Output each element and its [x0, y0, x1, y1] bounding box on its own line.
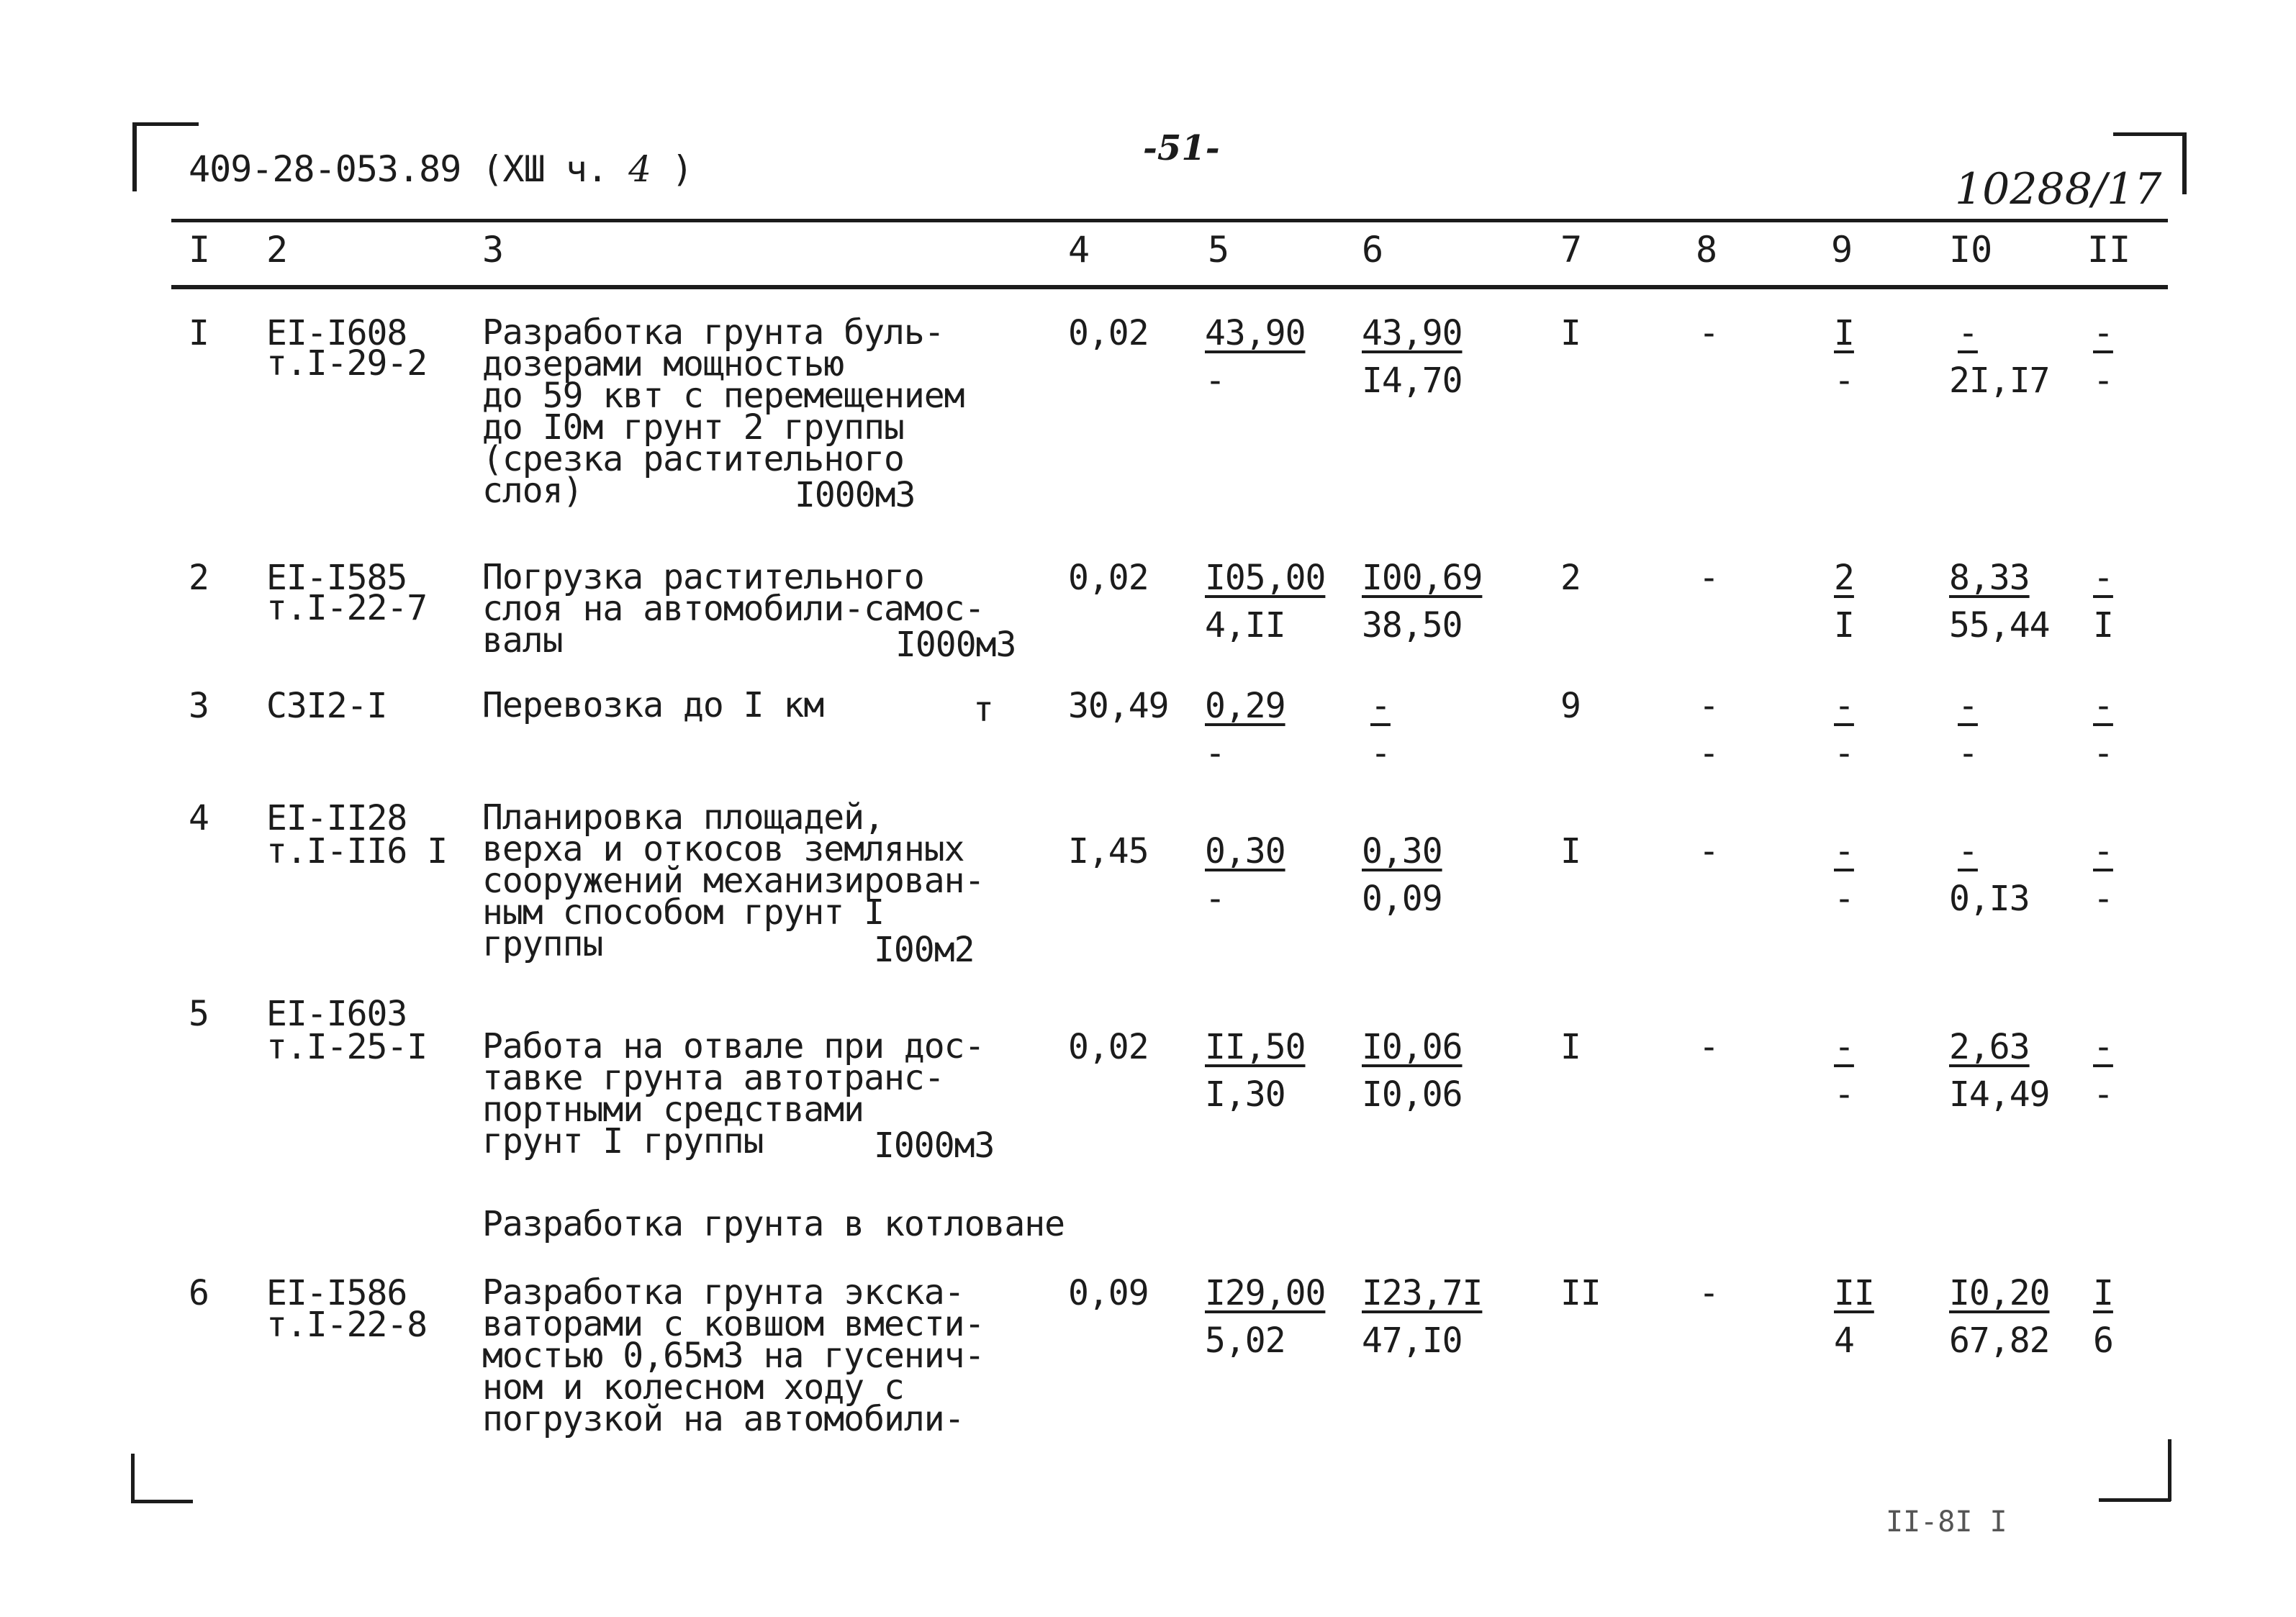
desc-line: верха и откосов земляных: [482, 829, 964, 869]
desc-line: слоя): [482, 471, 583, 511]
c10-bottom: 2I,I7: [1949, 361, 2050, 401]
c11-top: -: [2093, 313, 2113, 353]
row-quantity: 0,02: [1068, 1027, 1149, 1067]
c6-bottom: 47,I0: [1362, 1321, 1463, 1361]
corner-bottom-right-v: [2168, 1439, 2171, 1501]
row-quantity: 0,09: [1068, 1273, 1149, 1313]
c6-top: I23,7I: [1362, 1273, 1483, 1313]
c9-top: I: [1834, 313, 1854, 353]
c9-bottom: -: [1834, 361, 1854, 401]
row-quantity: 30,49: [1068, 686, 1169, 726]
col-header-11: II: [2087, 229, 2131, 271]
c10-bottom: I4,49: [1949, 1074, 2050, 1115]
row-unit: т: [973, 689, 993, 730]
c7: II: [1560, 1273, 1601, 1313]
row-quantity: I,45: [1068, 831, 1149, 871]
c6-bottom: 38,50: [1362, 605, 1463, 646]
row-code: EI-II28: [266, 798, 407, 838]
c8: -: [1699, 831, 1719, 871]
col-header-9: 9: [1831, 229, 1853, 271]
c7: 2: [1560, 558, 1581, 598]
doc-code: [189, 148, 693, 190]
c9-top: -: [1834, 831, 1854, 871]
c9-bottom: -: [1834, 879, 1854, 919]
row-number: 2: [189, 558, 209, 598]
c9-bottom: I: [1834, 605, 1854, 646]
c6-top: I00,69: [1362, 558, 1483, 598]
c5-top: II,50: [1205, 1027, 1306, 1067]
desc-line: слоя на автомобили-самос-: [482, 589, 985, 629]
c8: -: [1699, 1027, 1719, 1067]
corner-top-right-v: [2182, 132, 2187, 194]
corner-top-left-v: [132, 122, 137, 191]
col-header-8: 8: [1696, 229, 1718, 271]
c10-top: 2,63: [1949, 1027, 2030, 1067]
row-code: C3I2-I: [266, 686, 387, 726]
section-heading: Разработка грунта в котловане: [482, 1204, 1065, 1244]
desc-line: сооружений механизирован-: [482, 861, 985, 901]
c5-bottom: 4,II: [1205, 605, 1285, 646]
desc-line: Разработка грунта буль-: [482, 312, 944, 353]
c9-top: II: [1834, 1273, 1874, 1313]
row-code-table: т.I-29-2: [266, 343, 428, 384]
c8: -: [1699, 1273, 1719, 1313]
col-header-6: 6: [1362, 229, 1384, 271]
row-code-table: т.I-22-8: [266, 1305, 428, 1345]
desc-line: ным способом грунт I: [482, 892, 884, 933]
desc-line: (срезка растительного: [482, 439, 904, 479]
row-number: 5: [189, 994, 209, 1034]
c10-bottom: 0,I3: [1949, 879, 2030, 919]
c9-bottom: -: [1834, 1074, 1854, 1115]
desc-line: портными средствами: [482, 1090, 864, 1130]
desc-line: Работа на отвале при дос-: [482, 1026, 985, 1066]
row-unit: I000м3: [874, 1125, 995, 1166]
c5-bottom: -: [1205, 361, 1225, 401]
row-number: I: [189, 313, 209, 353]
row-quantity: 0,02: [1068, 313, 1149, 353]
c10-bottom: 67,82: [1949, 1321, 2050, 1361]
c10-top: 8,33: [1949, 558, 2030, 598]
desc-line: Перевозка до I км: [482, 685, 824, 725]
c6-bottom: I4,70: [1362, 361, 1463, 401]
c11-top: -: [2093, 831, 2113, 871]
row-unit: I00м2: [874, 930, 975, 970]
c11-top: -: [2093, 558, 2113, 598]
c10-bottom: -: [1958, 733, 1978, 774]
row-description: [482, 1272, 985, 1439]
doc-code-text: 409-28-053.89 (XШ ч.: [189, 148, 608, 190]
row-unit: I000м3: [895, 625, 1016, 665]
col-header-3: 3: [482, 229, 505, 271]
c10-top: -: [1958, 686, 1978, 726]
row-number: 3: [189, 686, 209, 726]
col-header-4: 4: [1068, 229, 1090, 271]
c6-bottom: 0,09: [1362, 879, 1442, 919]
row-description: [482, 685, 824, 725]
c6-top: 43,90: [1362, 313, 1463, 353]
col-header-1: I: [189, 229, 211, 271]
desc-line: до 59 квт с перемещением: [482, 376, 964, 416]
desc-line: группы: [482, 924, 603, 964]
c11-bottom: 6: [2093, 1321, 2113, 1361]
desc-line: грунт I группы: [482, 1121, 764, 1161]
col-header-5: 5: [1208, 229, 1230, 271]
c9-top: 2: [1834, 558, 1854, 598]
c5-bottom: 5,02: [1205, 1321, 1285, 1361]
col-header-10: I0: [1949, 229, 1993, 271]
desc-line: Разработка грунта экска-: [482, 1272, 964, 1313]
c10-bottom: 55,44: [1949, 605, 2050, 646]
desc-line: тавке грунта автотранс-: [482, 1058, 944, 1098]
c10-top: -: [1958, 831, 1978, 871]
c9-bottom: 4: [1834, 1321, 1854, 1361]
sheet-reference: 10288/17: [1955, 164, 2162, 214]
c5-bottom: I,30: [1205, 1074, 1285, 1115]
c7: I: [1560, 1027, 1581, 1067]
c8-bottom: -: [1699, 733, 1719, 774]
c6-top: -: [1370, 686, 1391, 726]
desc-line: валы: [482, 620, 563, 661]
row-quantity: 0,02: [1068, 558, 1149, 598]
row-number: 4: [189, 798, 209, 838]
corner-top-right-h: [2113, 132, 2185, 136]
c11-bottom: -: [2093, 733, 2113, 774]
c5-top: 43,90: [1205, 313, 1306, 353]
desc-line: Планировка площадей,: [482, 797, 884, 838]
c5-top: 0,30: [1205, 831, 1285, 871]
c5-top: I29,00: [1205, 1273, 1326, 1313]
c11-bottom: I: [2093, 605, 2113, 646]
corner-bottom-left-v: [131, 1454, 135, 1500]
c6-bottom: I0,06: [1362, 1074, 1463, 1115]
c11-bottom: -: [2093, 879, 2113, 919]
row-code-table: т.I-22-7: [266, 588, 428, 628]
doc-code-close: ): [672, 148, 693, 190]
c11-top: -: [2093, 1027, 2113, 1067]
c5-bottom: -: [1205, 733, 1225, 774]
row-number: 6: [189, 1273, 209, 1313]
c7: I: [1560, 313, 1581, 353]
corner-bottom-left-h: [131, 1500, 193, 1503]
c8: -: [1699, 558, 1719, 598]
c10-top: I0,20: [1949, 1273, 2050, 1313]
col-header-2: 2: [266, 229, 289, 271]
c8: -: [1699, 686, 1719, 726]
c6-top: 0,30: [1362, 831, 1442, 871]
table-header-rule: [171, 285, 2168, 289]
c9-top: -: [1834, 686, 1854, 726]
row-unit: I000м3: [795, 475, 916, 515]
c6-top: I0,06: [1362, 1027, 1463, 1067]
c8: -: [1699, 313, 1719, 353]
row-code: EI-I603: [266, 994, 407, 1034]
row-code: EI-I585: [266, 558, 407, 598]
c11-top: -: [2093, 686, 2113, 726]
row-code: EI-I586: [266, 1273, 407, 1313]
desc-line: ном и колесном ходу с: [482, 1367, 904, 1408]
c11-top: I: [2093, 1273, 2113, 1313]
c5-bottom: -: [1205, 879, 1225, 919]
c7: I: [1560, 831, 1581, 871]
part-number: 4: [628, 148, 651, 190]
c9-top: -: [1834, 1027, 1854, 1067]
c10-top: -: [1958, 313, 1978, 353]
c7: 9: [1560, 686, 1581, 726]
c5-top: 0,29: [1205, 686, 1285, 726]
table-top-rule: [171, 219, 2168, 222]
row-code: EI-I608: [266, 313, 407, 353]
c6-bottom: -: [1370, 733, 1391, 774]
footer-stamp: II-8I I: [1886, 1505, 2007, 1539]
desc-line: дозерами мощностью: [482, 344, 844, 384]
c11-bottom: -: [2093, 361, 2113, 401]
c9-bottom: -: [1834, 733, 1854, 774]
desc-line: ваторами с ковшом вмести-: [482, 1304, 985, 1344]
corner-bottom-right-h: [2099, 1498, 2171, 1502]
desc-line: мостью 0,65м3 на гусенич-: [482, 1336, 985, 1376]
row-code-table: т.I-25-I: [266, 1027, 428, 1067]
c5-top: I05,00: [1205, 558, 1326, 598]
row-code-table: т.I-II6 I: [266, 831, 448, 871]
desc-line: погрузкой на автомобили-: [482, 1399, 964, 1439]
page-number: -51-: [1143, 128, 1220, 168]
desc-line: до I0м грунт 2 группы: [482, 407, 904, 448]
col-header-7: 7: [1560, 229, 1583, 271]
c11-bottom: -: [2093, 1074, 2113, 1115]
corner-top-left-h: [132, 122, 199, 126]
desc-line: Погрузка растительного: [482, 557, 924, 597]
